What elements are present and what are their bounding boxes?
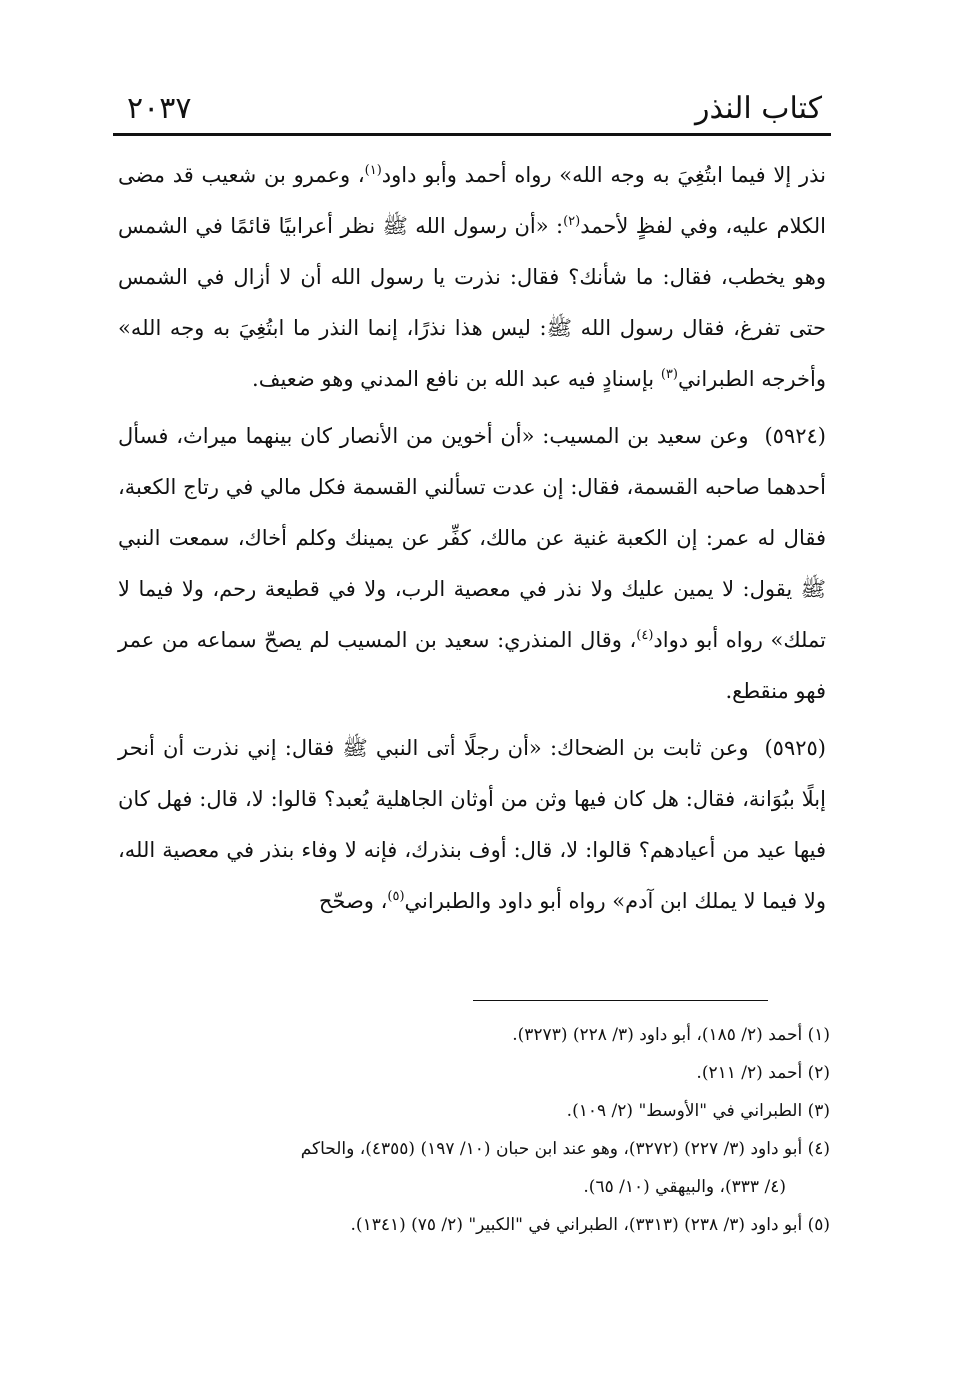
footnote-ref: (٥) xyxy=(387,889,405,904)
footnote-ref: (٣) xyxy=(660,367,678,382)
text-segment: : «أن رسول الله ﷺ نظر أعرابيًا قائمًا في الشمس وهو يخطب، فقال: ما شأنك؟ فقال: نذرت يا رسول الله أن لا أزال في الشمس حتى تفرغ، فقال رسول الله ﷺ: ليس هذا نذرًا، إنما النذر ما ابتُغِيَ به وجه الله» وأخرجه الطبراني xyxy=(118,214,826,391)
footnote-ref: (١) xyxy=(364,163,382,178)
text-segment: وعن سعيد بن المسيب: «أن أخوين من الأنصار كان بينهما ميراث، فسأل أحدهما صاحبه القسمة، فقال: إن عدت تسألني القسمة فكل مالي في رتاج الكعبة، فقال له عمر: إن الكعبة غنية عن مالك، كفِّر عن يمينك وكلم أخاك، سمعت النبي ﷺ يقول: لا يمين عليك ولا نذر في معصية الرب، ولا في قطيعة رحم، ولا فيما لا تملك» رواه أبو دواد xyxy=(118,424,826,652)
footnote: (٤) أبو داود (٣/ ٢٢٧) (٣٢٧٢)، وهو عند ابن حبان (١٠/ ١٩٧) (٤٣٥٥)، والحاكم xyxy=(300,1139,830,1159)
footnote: (٣) الطبراني في "الأوسط" (٢/ ١٠٩). xyxy=(566,1101,830,1121)
footnote-continuation: (٤/ ٣٣٣)، والبيهقي (١٠/ ٦٥). xyxy=(583,1177,786,1197)
paragraph-continuation xyxy=(118,150,826,405)
hadith-paragraph xyxy=(118,723,826,927)
header-rule xyxy=(113,133,831,136)
text-segment: وعن ثابت بن الضحاك: «أن رجلًا أتى النبي ﷺ فقال: إني نذرت أن أنحر إبلًا ببُوَانة، فقال: هل كان فيها وثن من أوثان الجاهلية يُعبد؟ قالوا: لا، قال: فهل كان فيها عيد من أعيادهم؟ قالوا: لا، قال: أوف بنذرك، فإنه لا وفاء بنذر في معصية الله، ولا فيما لا يملك ابن آدم» رواه أبو داود والطبراني xyxy=(118,736,826,913)
text-segment: نذر إلا فيما ابتُغِيَ به وجه الله» رواه أحمد وأبو داود xyxy=(381,163,826,187)
footnote-ref: (٢) xyxy=(563,214,581,229)
running-title: كتاب النذر xyxy=(694,91,822,126)
text-segment: ، وعمرو بن شعيب قد مضى الكلام عليه، وفي لفظٍ لأحمد xyxy=(118,163,826,238)
footnote-ref: (٤) xyxy=(636,628,654,643)
hadith-paragraph xyxy=(118,411,826,717)
footnote: (٥) أبو داود (٣/ ٢٣٨) (٣٣١٣)، الطبراني في "الكبير" (٢/ ٧٥) (١٣٤١). xyxy=(350,1215,830,1235)
footnotes xyxy=(118,1016,830,1244)
page-header xyxy=(115,92,830,126)
text-segment: ، وقال المنذري: سعيد بن المسيب لم يصحّ سماعه من عمر فهو منقطع. xyxy=(118,628,826,703)
footnote: (١) أحمد (٢/ ١٨٥)، أبو داود (٣/ ٢٢٨) (٣٢٧٣). xyxy=(512,1025,830,1045)
text-segment: بإسنادٍ فيه عبد الله بن نافع المدني وهو ضعيف. xyxy=(252,367,661,391)
footnote-separator xyxy=(473,1000,768,1001)
footnote: (٢) أحمد (٢/ ٢١١). xyxy=(696,1063,830,1083)
page-number: ٢٠٣٧ xyxy=(127,91,192,126)
hadith-number: (٥٩٢٥) xyxy=(764,736,826,760)
text-segment: ، وصحّح xyxy=(318,889,388,913)
hadith-number: (٥٩٢٤) xyxy=(764,424,826,448)
main-text xyxy=(118,150,826,933)
